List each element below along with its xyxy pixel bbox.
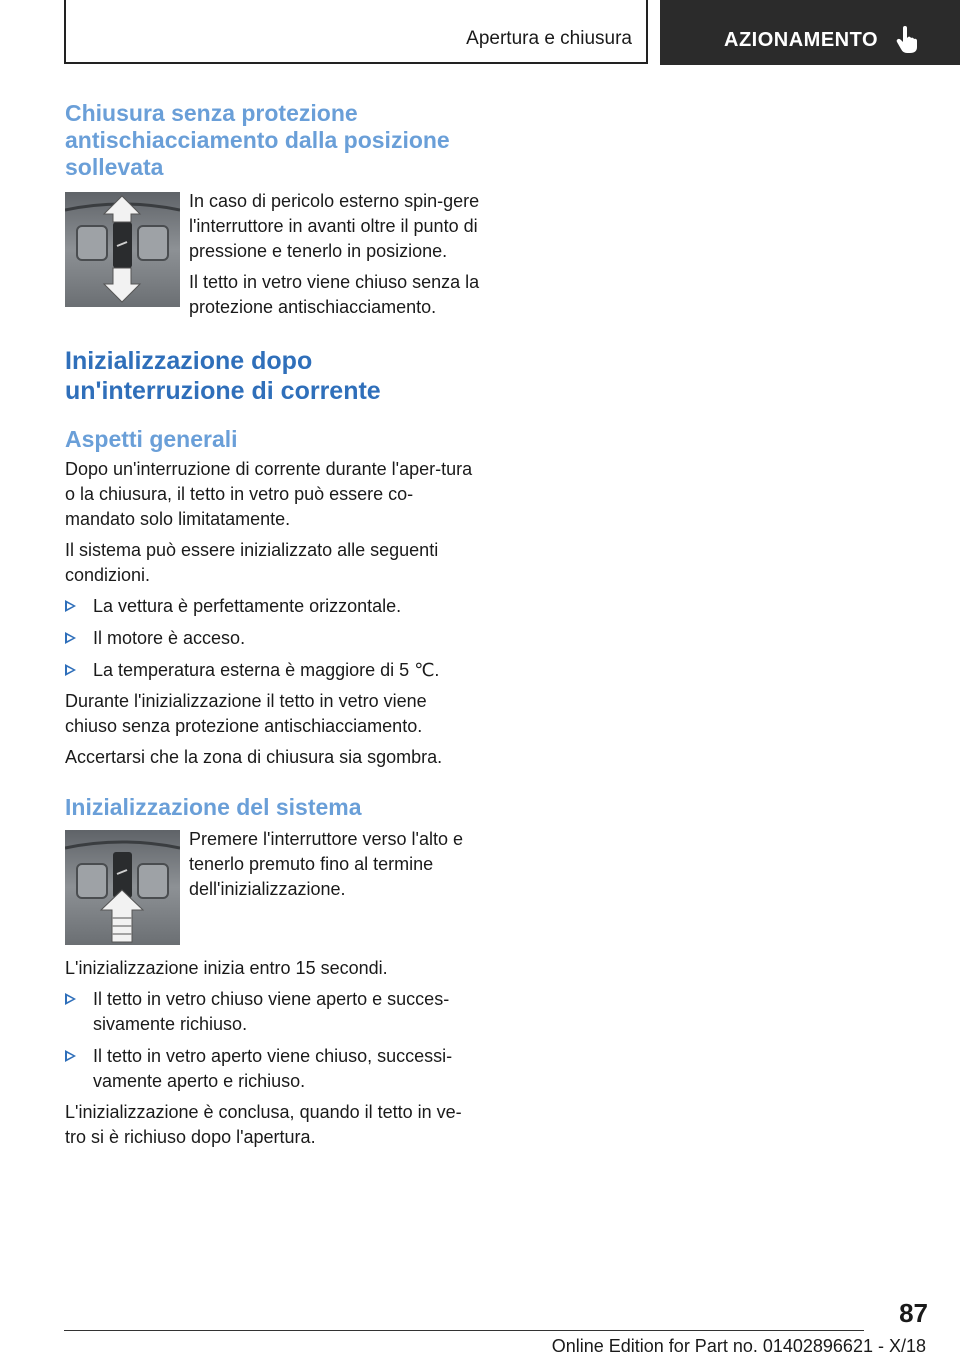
conditions-list	[65, 594, 480, 683]
paragraph-power-cut: Dopo un'interruzione di corrente durante l'aper-tura o la chiusura, il tetto in vetro può essere co-mandato solo limitatamente.	[65, 459, 473, 529]
paragraph-ensure-clear: Accertarsi che la zona di chiusura sia sgombra.	[65, 747, 443, 767]
paragraph-conditions: Il sistema può essere inizializzato alle seguenti condizioni.	[65, 540, 439, 585]
header-chapter-title: AZIONAMENTO	[724, 29, 879, 51]
header-section-title: Apertura e chiusura	[466, 28, 632, 49]
list-item: Il motore è acceso.	[65, 626, 480, 651]
paragraph-init-completed: L'inizializzazione è conclusa, quando il tetto in ve-tro si è richiuso dopo l'apertura.	[65, 1102, 462, 1147]
list-item: Il tetto in vetro aperto viene chiuso, successi-vamente aperto e richiuso.	[65, 1044, 480, 1094]
roof-switch-up-down-icon	[65, 192, 180, 307]
header-chapter-box	[660, 0, 960, 65]
heading-init-after-power-cut: Inizializzazione dopo un'interruzione di corrente	[65, 347, 381, 405]
footer-divider	[64, 1330, 864, 1331]
init-sequence-list	[65, 987, 480, 1094]
heading-general-aspects: Aspetti generali	[65, 426, 238, 452]
list-item: La vettura è perfettamente orizzontale.	[65, 594, 480, 619]
paragraph-during-init: Durante l'inizializzazione il tetto in vetro viene chiuso senza protezione antischiacciamento.	[65, 691, 427, 736]
paragraph-press-switch: Premere l'interruttore verso l'alto e tenerlo premuto fino al termine dell'inizializzazione.	[189, 829, 463, 899]
hand-pointer-icon	[896, 26, 918, 54]
triangle-bullet-icon	[65, 1050, 76, 1062]
paragraph-danger-instruction: In caso di pericolo esterno spin-gere l'interruttore in avanti oltre il punto di pressione e tenerlo in posizione.	[189, 191, 480, 261]
list-item: La temperatura esterna è maggiore di 5 ℃.	[65, 658, 480, 683]
heading-closing-without-protection: Chiusura senza protezione antischiacciamento dalla posizione sollevata	[65, 100, 450, 180]
paragraph-roof-closed: Il tetto in vetro viene chiuso senza la protezione antischiacciamento.	[189, 272, 480, 317]
triangle-bullet-icon	[65, 632, 76, 644]
header-section-box	[64, 0, 648, 64]
paragraph-init-starts: L'inizializzazione inizia entro 15 secondi.	[65, 958, 388, 978]
page-content	[65, 100, 480, 1150]
list-item: Il tetto in vetro chiuso viene aperto e succes-sivamente richiuso.	[65, 987, 480, 1037]
triangle-bullet-icon	[65, 600, 76, 612]
page-number: 87	[899, 1298, 928, 1328]
footer-edition: Online Edition for Part no. 01402896621 - X/18	[551, 1336, 926, 1356]
heading-system-init: Inizializzazione del sistema	[65, 794, 362, 820]
roof-switch-up-icon	[65, 830, 180, 945]
triangle-bullet-icon	[65, 664, 76, 676]
triangle-bullet-icon	[65, 993, 76, 1005]
